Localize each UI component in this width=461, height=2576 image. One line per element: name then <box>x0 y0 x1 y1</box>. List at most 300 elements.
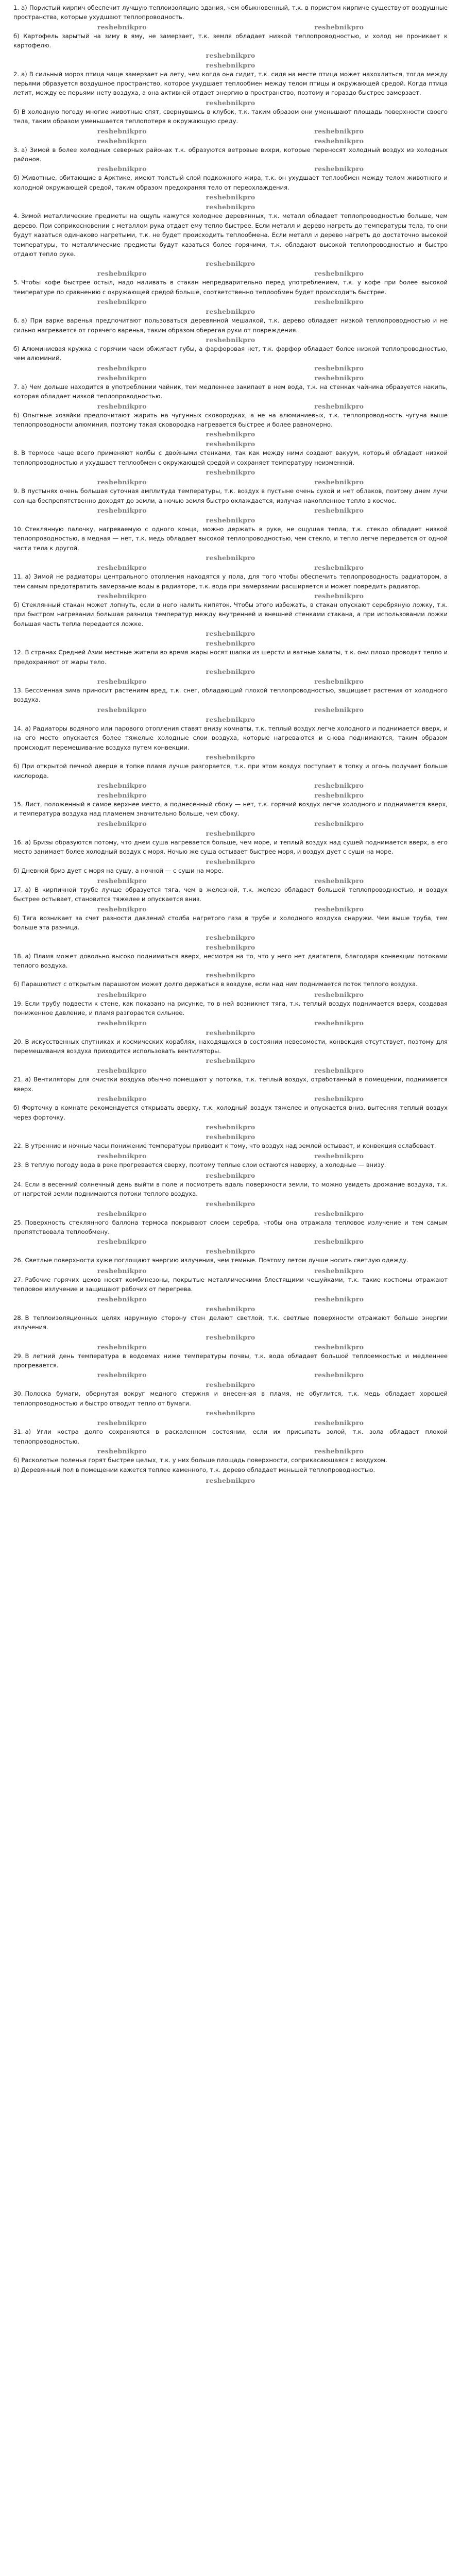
answer-block <box>13 686 448 714</box>
watermark-text: reshebnikpro <box>314 1019 364 1027</box>
watermark-row <box>13 335 448 344</box>
watermark-text: reshebnikpro <box>314 1209 364 1217</box>
watermark-row <box>13 506 448 515</box>
answer-text: Полоска бумаги, обернутая вокруг медного стержня и внесенная в пламя, не обуглится, т.к. медь обладает хорошей теплопроводностью и быстро отводит тепло от бумаги. <box>13 1390 448 1407</box>
answer-number: 27. <box>13 1276 23 1283</box>
answer-text: б) Картофель зарытый на зиму в яму, не замерзает, т.к. земля обладает низкой теплопроводностью, и холод не проникает к картофелю. <box>13 32 448 49</box>
watermark-text: reshebnikpro <box>206 753 255 761</box>
watermark-text: reshebnikpro <box>314 364 364 372</box>
answer-number: 26. <box>13 1257 23 1264</box>
answer-block <box>13 1218 448 1246</box>
answer-text: В пустынях очень большая суточная амплитуда температуры, т.к. воздух в пустыне очень сухой и нет облаков, поэтому днем лучи солнца беспрепятственно доходят до земли, а ночью земля быстро охлаждается, излучая накопленное тепло в космос. <box>13 487 448 504</box>
answer-block <box>13 1275 448 1303</box>
watermark-text: reshebnikpro <box>206 715 255 723</box>
watermark-text: reshebnikpro <box>314 1343 364 1351</box>
answer-paragraph <box>13 1037 448 1056</box>
answer-number: 17. <box>13 886 23 893</box>
watermark-text: reshebnikpro <box>97 364 147 372</box>
watermark-row <box>13 1019 448 1027</box>
answer-paragraph <box>13 1427 448 1446</box>
watermark-text: reshebnikpro <box>97 677 147 686</box>
answer-text: В термосе чаще всего применяют колбы с двойными стенками, так как между ними создают вакуум, который обладает низкой теплопроводностью и ухудшает теплообмен с окружающей средой и сохраняет температуру неизменной. <box>13 449 448 466</box>
answer-text: а) Зимой в более холодных северных районах т.к. образуются ветровые вихри, которые переносят холодный воздух из холодных районов. <box>13 146 448 163</box>
answer-paragraph <box>13 382 448 401</box>
answer-paragraph <box>13 1180 448 1199</box>
watermark-text: reshebnikpro <box>206 98 255 107</box>
watermark-row <box>13 1304 448 1313</box>
answer-paragraph <box>13 1160 448 1170</box>
answer-paragraph <box>13 648 448 667</box>
watermark-row <box>13 1123 448 1131</box>
watermark-text: reshebnikpro <box>206 203 255 211</box>
answer-paragraph <box>13 486 448 505</box>
answer-number: 8. <box>13 449 20 457</box>
watermark-text: reshebnikpro <box>314 1447 364 1455</box>
watermark-row <box>13 1094 448 1103</box>
watermark-row <box>13 943 448 952</box>
watermark-row <box>13 639 448 648</box>
watermark-row <box>13 61 448 70</box>
answer-number: 6. <box>13 317 20 325</box>
answer-number: 2. <box>13 70 20 78</box>
answer-number: 21. <box>13 1076 23 1083</box>
answer-block <box>13 1141 448 1150</box>
answer-block <box>13 572 448 638</box>
answer-text: В утренние и ночные часы понижение температуры приводит к тому, что воздух над землей остывает, и конвекция ослабевает. <box>25 1142 436 1150</box>
watermark-text: reshebnikpro <box>206 943 255 951</box>
watermark-row <box>13 591 448 600</box>
watermark-row <box>13 667 448 676</box>
answer-paragraph <box>13 761 448 781</box>
watermark-row <box>13 829 448 838</box>
answer-paragraph <box>13 866 448 875</box>
watermark-text: reshebnikpro <box>314 402 364 410</box>
watermark-row <box>13 1237 448 1246</box>
watermark-row <box>13 1199 448 1208</box>
answer-paragraph <box>13 278 448 297</box>
watermark-row <box>13 1247 448 1256</box>
answer-block <box>13 382 448 439</box>
answer-text: б) Животные, обитающие в Арктике, имеют толстый слой подкожного жира, т.к. он ухудшает теплообмен между телом животного и холодной окружающей средой, таким образом предохраняя тело от переохлаждения. <box>13 174 448 191</box>
answer-text: Если в весенний солнечный день выйти в поле и посмотреть вдаль поверхности земли, то можно увидеть дрожание воздуха, т.к. от нагретой земли поднимаются потоки теплого воздуха. <box>13 1180 448 1198</box>
watermark-text: reshebnikpro <box>314 23 364 31</box>
watermark-row <box>13 1209 448 1218</box>
watermark-text: reshebnikpro <box>97 1343 147 1351</box>
answer-block <box>13 999 448 1027</box>
answer-text: б) При открытой печной дверце в топке пламя лучше разгорается, т.к. при этом воздух поступает в топку и огонь получает больше кислорода. <box>13 762 448 779</box>
answer-number: 19. <box>13 999 23 1007</box>
watermark-text: reshebnikpro <box>314 1095 364 1103</box>
answer-text: Поверхность стеклянного баллона термоса покрывают слоем серебра, чтобы она отражала тепловое излучение и тем самым препятствовала теплообмену. <box>13 1218 448 1236</box>
watermark-text: reshebnikpro <box>97 1152 147 1160</box>
answer-number: 4. <box>13 212 20 220</box>
watermark-row <box>13 990 448 999</box>
watermark-text: reshebnikpro <box>97 137 147 145</box>
answer-paragraph <box>13 999 448 1018</box>
answer-number: 25. <box>13 1218 23 1226</box>
watermark-text: reshebnikpro <box>314 127 364 135</box>
answer-text: В летний день температура в водоемах ниже температуры почвы, т.к. вода обладает большой теплоемкостью и медленнее прогревается. <box>13 1352 448 1369</box>
watermark-row <box>13 98 448 107</box>
watermark-text: reshebnikpro <box>206 1333 255 1341</box>
watermark-row <box>13 1151 448 1160</box>
watermark-row <box>13 857 448 866</box>
answer-block <box>13 1256 448 1265</box>
watermark-text: reshebnikpro <box>97 1295 147 1303</box>
answer-paragraph <box>13 524 448 553</box>
watermark-text: reshebnikpro <box>314 298 364 306</box>
watermark-text: reshebnikpro <box>206 1304 255 1313</box>
watermark-text: reshebnikpro <box>206 1381 255 1389</box>
watermark-text: reshebnikpro <box>314 1295 364 1303</box>
answer-block <box>13 70 448 135</box>
answer-number: 29. <box>13 1352 23 1360</box>
watermark-row <box>13 127 448 135</box>
answer-paragraph <box>13 1275 448 1294</box>
answer-text: В искусственных спутниках и космических кораблях, находящихся в состоянии невесомости, конвекция отсутствует, поэтому для перемешивания воздуха приходится использовать вентиляторы. <box>13 1038 448 1055</box>
watermark-text: reshebnikpro <box>314 1371 364 1379</box>
watermark-row <box>13 1409 448 1417</box>
watermark-text: reshebnikpro <box>97 1238 147 1246</box>
watermark-text: reshebnikpro <box>97 506 147 514</box>
answer-paragraph <box>13 3 448 22</box>
answer-paragraph <box>13 1256 448 1265</box>
watermark-text: reshebnikpro <box>206 1057 255 1065</box>
answer-paragraph <box>13 70 448 98</box>
answer-block <box>13 3 448 60</box>
watermark-row <box>13 430 448 438</box>
watermark-text: reshebnikpro <box>206 668 255 676</box>
answer-paragraph <box>13 800 448 819</box>
answer-paragraph <box>13 31 448 50</box>
watermark-row <box>13 23 448 31</box>
answer-text: Светлые поверхности хуже поглощают энергию излучения, чем темные. Поэтому летом лучше носить светлую одежду. <box>25 1257 408 1264</box>
answer-paragraph <box>13 211 448 259</box>
answer-block <box>13 1427 448 1475</box>
watermark-text: reshebnikpro <box>206 1171 255 1179</box>
answer-number: 20. <box>13 1038 23 1045</box>
answer-paragraph <box>13 1313 448 1332</box>
answer-paragraph <box>13 411 448 430</box>
answer-paragraph <box>13 145 448 164</box>
answer-text: б) Тяга возникает за счет разности давлений столба нагретого газа в трубе и холодного воздуха снаружи. Чем выше труба, тем больше эта разница. <box>13 914 448 931</box>
answer-paragraph <box>13 838 448 857</box>
answer-paragraph <box>13 1103 448 1122</box>
answer-paragraph <box>13 1218 448 1237</box>
watermark-row <box>13 781 448 790</box>
answer-number: 22. <box>13 1142 23 1150</box>
answer-text: а) Пористый кирпич обеспечит лучшую теплоизоляцию здания, чем обыкновенный, т.к. в пористом кирпиче существуют воздушные пространства, которые ухудшают теплопроводность. <box>13 4 448 21</box>
watermark-row <box>13 1476 448 1485</box>
watermark-text: reshebnikpro <box>314 876 364 885</box>
watermark-row <box>13 1028 448 1037</box>
watermark-text: reshebnikpro <box>206 51 255 59</box>
watermark-row <box>13 364 448 372</box>
answer-text: в) Деревянный пол в помещении кажется теплее каменного, т.к. дерево обладает меньшей теплопроводностью. <box>13 1466 375 1474</box>
watermark-row <box>13 51 448 60</box>
watermark-row <box>13 1380 448 1389</box>
answer-number: 31. <box>13 1428 23 1436</box>
answer-number: 23. <box>13 1161 23 1169</box>
answer-number: 12. <box>13 649 23 656</box>
watermark-text: reshebnikpro <box>206 516 255 524</box>
watermark-row <box>13 819 448 828</box>
answer-paragraph <box>13 344 448 363</box>
watermark-text: reshebnikpro <box>97 127 147 135</box>
watermark-text: reshebnikpro <box>97 905 147 913</box>
watermark-text: reshebnikpro <box>206 857 255 866</box>
watermark-text: reshebnikpro <box>314 990 364 998</box>
watermark-row <box>13 753 448 761</box>
watermark-text: reshebnikpro <box>206 1199 255 1208</box>
answer-text: Лист, положенный в самое верхнее место, а поднесенный сбоку — нет, т.к. горячий воздух легче холодного и поднимается вверх, и температура воздуха над пламенем значительно больше, чем сбоку. <box>13 800 448 818</box>
answer-text: Зимой металлические предметы на ощупь кажутся холоднее деревянных, т.к. металл обладает теплопроводностью больше, чем дерево. При соприкосновении с металлом рука отдает ему тепло быстрее. Если металл и дерево нагреть до температуры тела, то они будут казаться одинаково нагретыми, т.к. не будет происходить теплообмена. Если металл и дерево нагреть до достаточно высокой температуры, то металлические предметы будут казаться более горячими, т.к. обладают высокой теплопроводностью и быстро отдают тепло руке. <box>13 212 448 258</box>
watermark-row <box>13 1333 448 1342</box>
watermark-row <box>13 1343 448 1351</box>
watermark-row <box>13 164 448 173</box>
watermark-text: reshebnikpro <box>206 630 255 638</box>
answer-paragraph <box>13 724 448 752</box>
answer-number: 11. <box>13 573 23 581</box>
watermark-text: reshebnikpro <box>97 402 147 410</box>
watermark-row <box>13 1295 448 1303</box>
watermark-text: reshebnikpro <box>97 298 147 306</box>
watermark-row <box>13 1056 448 1065</box>
watermark-text: reshebnikpro <box>314 564 364 572</box>
answer-paragraph <box>13 1141 448 1150</box>
watermark-row <box>13 971 448 979</box>
watermark-text: reshebnikpro <box>206 1476 255 1484</box>
answer-number: 16. <box>13 838 23 846</box>
watermark-text: reshebnikpro <box>97 478 147 486</box>
watermark-text: reshebnikpro <box>97 165 147 173</box>
answer-block <box>13 1313 448 1342</box>
watermark-row <box>13 439 448 448</box>
answer-block <box>13 1075 448 1131</box>
watermark-text: reshebnikpro <box>206 1133 255 1141</box>
answer-text: Чтобы кофе быстрее остыл, надо наливать в стакан непредварительно перед употреблением, т.к. у кофе при более высокой температуре по сравнению с окружающей средой больше, соответственно теплообмен будет происходить быстрее. <box>13 279 448 296</box>
watermark-text: reshebnikpro <box>97 819 147 827</box>
answer-block <box>13 448 448 477</box>
answer-text: а) Угли костра долго сохраняются в раскаленном состоянии, если их присыпать золой, т.к. зола обладает плохой теплопроводностью. <box>13 1428 448 1445</box>
watermark-row <box>13 1418 448 1427</box>
watermark-text: reshebnikpro <box>314 1066 364 1075</box>
watermark-text: reshebnikpro <box>206 554 255 562</box>
watermark-text: reshebnikpro <box>97 1066 147 1075</box>
watermark-text: reshebnikpro <box>97 592 147 600</box>
answer-paragraph <box>13 1351 448 1370</box>
watermark-row <box>13 563 448 572</box>
answer-text: Если трубу подвести к стене, как показано на рисунке, то в ней возникнет тяга, т.к. теплый воздух поднимается вверх, создавая пониженное давление, и пламя разгорается сильнее. <box>13 999 448 1017</box>
watermark-row <box>13 193 448 201</box>
watermark-text: reshebnikpro <box>97 791 147 799</box>
watermark-text: reshebnikpro <box>314 137 364 145</box>
watermark-row <box>13 259 448 268</box>
answer-paragraph <box>13 316 448 335</box>
answer-paragraph <box>13 1075 448 1094</box>
answer-block <box>13 1351 448 1380</box>
answer-paragraph <box>13 1465 448 1475</box>
watermark-text: reshebnikpro <box>206 829 255 837</box>
answer-paragraph <box>13 107 448 126</box>
watermark-text: reshebnikpro <box>314 478 364 486</box>
answer-text: а) В кирпичной трубе лучше образуется тяга, чем в железной, т.к. железо обладает большей теплопроводностью, и воздух быстрее остывает, становится тяжелее и опускается вниз. <box>13 886 448 903</box>
answer-paragraph <box>13 600 448 629</box>
answer-block <box>13 1160 448 1170</box>
watermark-row <box>13 715 448 724</box>
watermark-text: reshebnikpro <box>206 1409 255 1417</box>
watermark-row <box>13 933 448 942</box>
answer-block <box>13 800 448 828</box>
watermark-text: reshebnikpro <box>97 876 147 885</box>
watermark-text: reshebnikpro <box>314 506 364 514</box>
answer-block <box>13 1037 448 1065</box>
watermark-row <box>13 374 448 382</box>
answer-text: а) Вентиляторы для очистки воздуха обычно помещают у потолка, т.к. теплый воздух, отработанный в помещении, поднимается вверх. <box>13 1076 448 1093</box>
answer-number: 5. <box>13 279 20 286</box>
answer-text: а) Зимой не радиаторы центрального отопления находятся у пола, для того чтобы обеспечить теплопроводность радиатором, а тем самым предотвратить замерзание воды в радиаторе, т.к. вода при замерзании расширяется и может повредить радиатор. <box>13 573 448 590</box>
watermark-row <box>13 1132 448 1141</box>
watermark-row <box>13 1066 448 1075</box>
answer-text: б) Парашютист с открытым парашютом может долго держаться в воздухе, если над ним поднимается поток теплого воздуха. <box>13 980 418 988</box>
watermark-text: reshebnikpro <box>314 1238 364 1246</box>
answer-paragraph <box>13 572 448 591</box>
watermark-text: reshebnikpro <box>97 1419 147 1427</box>
watermark-text: reshebnikpro <box>206 639 255 648</box>
watermark-text: reshebnikpro <box>314 374 364 382</box>
watermark-text: reshebnikpro <box>206 933 255 941</box>
answer-block <box>13 1180 448 1208</box>
watermark-text: reshebnikpro <box>97 1266 147 1275</box>
watermark-text: reshebnikpro <box>314 1266 364 1275</box>
watermark-row <box>13 553 448 562</box>
answer-text: а) Пламя может довольно высоко подниматься вверх, несмотря на то, что у него нет двигателя, благодаря конвекции потоками теплого воздуха. <box>13 952 448 969</box>
watermark-row <box>13 1266 448 1275</box>
watermark-text: reshebnikpro <box>206 430 255 438</box>
answer-text: б) Опытные хозяйки предпочитают жарить на чугунных сковородках, а не на алюминиевых, т.к. теплопроводность чугуна выше теплопроводности алюминия, поэтому такая сковородка нагревается быстрее и более равномерно. <box>13 411 448 428</box>
watermark-text: reshebnikpro <box>97 23 147 31</box>
answer-text: а) Чем дольше находится в употреблении чайник, тем медленнее закипает в нем вода, т.к. на стенках чайника образуется накипь, которая обладает низкой теплопроводностью. <box>13 383 448 400</box>
watermark-text: reshebnikpro <box>314 269 364 278</box>
watermark-text: reshebnikpro <box>314 1152 364 1160</box>
watermark-text: reshebnikpro <box>97 705 147 714</box>
watermark-text: reshebnikpro <box>206 1247 255 1256</box>
answer-paragraph <box>13 173 448 192</box>
answer-number: 9. <box>13 487 20 495</box>
answer-text: б) Алюминиевая кружка с горячим чаем обжигает губы, а фарфоровая нет, т.к. фарфор обладает более низкой теплопроводностью, чем алюминий. <box>13 345 448 362</box>
answer-text: б) Форточку в комнате рекомендуется открывать вверху, т.к. холодный воздух тяжелее и опускается вниз, вытесняя теплый воздух через форточку. <box>13 1104 448 1121</box>
answer-text: Стеклянную палочку, нагреваемую с одного конца, можно держать в руке, не ощущая тепла, т.к. стекло обладает низкой теплопроводностью, а медная — нет, т.к. медь обладает высокой теплопроводностью, чем стекло, и тепло легче передается от одной части тела к другой. <box>13 526 448 552</box>
watermark-row <box>13 478 448 486</box>
watermark-row <box>13 677 448 686</box>
watermark-text: reshebnikpro <box>97 1209 147 1217</box>
watermark-row <box>13 516 448 524</box>
answer-text: а) Бризы образуются потому, что днем суша нагревается больше, чем море, и теплый воздух над сушей поднимается вверх, а его место занимает более холодный воздух с моря. Ночью же суша остывает быстрее моря, и воздух дует с суши на море. <box>13 838 448 856</box>
answer-text: б) В холодную погоду многие животные спят, свернувшись в клубок, т.к. таким образом они уменьшают площадь поверхности своего тела, таким образом уменьшается теплопотеря в окружающую среду. <box>13 108 448 125</box>
watermark-text: reshebnikpro <box>97 269 147 278</box>
watermark-row <box>13 876 448 885</box>
answer-text: В теплую погоду вода в реке прогревается сверху, поэтому теплые слои остаются наверху, а холодные — внизу. <box>25 1161 386 1169</box>
watermark-text: reshebnikpro <box>97 1447 147 1455</box>
watermark-row <box>13 791 448 800</box>
answer-paragraph <box>13 1455 448 1465</box>
watermark-text: reshebnikpro <box>206 1123 255 1131</box>
answer-number: 14. <box>13 724 23 732</box>
watermark-text: reshebnikpro <box>206 468 255 477</box>
answer-paragraph <box>13 686 448 705</box>
watermark-text: reshebnikpro <box>97 990 147 998</box>
answer-block <box>13 145 448 202</box>
watermark-text: reshebnikpro <box>314 781 364 789</box>
answer-text: а) В сильный мороз птица чаще замерзает на лету, чем когда она сидит, т.к. сидя на месте птица может нахохлиться, тогда между перьями образуется воздушное пространство, которое ухудшает теплообмен между телом птицы и окружающей средой. Когда птица летит, между ее перьями нету воздуха, а она активней отдает энергию в пространство, поэтому и гораздо быстрее замерзает. <box>13 70 448 97</box>
answer-number: 13. <box>13 687 23 694</box>
watermark-text: reshebnikpro <box>206 440 255 448</box>
watermark-text: reshebnikpro <box>97 1095 147 1103</box>
answer-text: б) Стеклянный стакан может лопнуть, если в него налить кипяток. Чтобы этого избежать, в стакан опускают серебряную ложку, т.к. при быстром нагревании большая разница температур между внутренней и внешней стенками стакана, а при использовании ложки большая часть тепла передается ложке. <box>13 601 448 628</box>
watermark-text: reshebnikpro <box>206 193 255 201</box>
answer-block <box>13 211 448 268</box>
answer-paragraph <box>13 885 448 904</box>
watermark-text: reshebnikpro <box>314 905 364 913</box>
watermark-text: reshebnikpro <box>314 677 364 686</box>
watermark-text: reshebnikpro <box>97 564 147 572</box>
answer-paragraph <box>13 1389 448 1408</box>
answer-text: Рабочие горячих цехов носят комбинезоны, покрытые металлическими блестящими чешуйками, т.к. такие костюмы отражают тепловое излучение и защищают рабочих от перегрева. <box>13 1276 448 1293</box>
watermark-text: reshebnikpro <box>314 165 364 173</box>
answer-block <box>13 1389 448 1417</box>
watermark-text: reshebnikpro <box>314 705 364 714</box>
watermark-row <box>13 629 448 638</box>
answer-paragraph <box>13 913 448 933</box>
answer-text: Бессменная зима приносит растениям вред, т.к. снег, обладающий плохой теплопроводностью, защищает растения от холодного воздуха. <box>13 687 448 704</box>
watermark-row <box>13 137 448 145</box>
watermark-text: reshebnikpro <box>314 791 364 799</box>
watermark-row <box>13 297 448 306</box>
answer-text: а) Радиаторы водяного или парового отопления ставят внизу комнаты, т.к. теплый воздух легче холодного и поднимается вверх, и на его место опускается более тяжелые холодные слои воздуха, которые нагреваются и снова поднимаются, таким образом происходит перемешивание воздуха путем конвекции. <box>13 724 448 751</box>
answer-text: б) Дневной бриз дует с моря на сушу, а ночной — с суши на море. <box>13 867 224 874</box>
watermark-row <box>13 202 448 211</box>
answer-number: 3. <box>13 146 20 154</box>
answer-text: а) При варке варенья предпочитают пользоваться деревянной мешалкой, т.к. дерево обладает низкой теплопроводностью и не сильно нагревается от горячего варенья, таким образом оберегая руки от повреждения. <box>13 317 448 334</box>
answer-paragraph <box>13 979 448 989</box>
watermark-text: reshebnikpro <box>206 1028 255 1037</box>
watermark-text: reshebnikpro <box>206 971 255 979</box>
watermark-text: reshebnikpro <box>206 260 255 268</box>
answer-block <box>13 648 448 676</box>
watermark-row <box>13 905 448 913</box>
watermark-row <box>13 269 448 278</box>
answer-text: В странах Средней Азии местные жители во время жары носят шапки из шерсти и ватные халаты, т.к. они плохо проводят тепло и предохраняют от жары тело. <box>13 649 448 666</box>
answer-number: 1. <box>13 4 20 11</box>
answer-text: В теплоизоляционных целях наружную сторону стен делают светлой, т.к. светлые поверхности отражают больше энергии излучения. <box>13 1314 448 1331</box>
watermark-text: reshebnikpro <box>206 61 255 69</box>
answer-block <box>13 724 448 790</box>
watermark-row <box>13 1370 448 1379</box>
watermark-row <box>13 468 448 477</box>
answer-block <box>13 486 448 515</box>
answer-block <box>13 278 448 306</box>
watermark-text: reshebnikpro <box>97 1371 147 1379</box>
watermark-text: reshebnikpro <box>97 1019 147 1027</box>
watermark-text: reshebnikpro <box>314 1419 364 1427</box>
watermark-row <box>13 1447 448 1455</box>
watermark-row <box>13 307 448 316</box>
watermark-text: reshebnikpro <box>314 819 364 827</box>
answer-block <box>13 316 448 372</box>
answer-block <box>13 952 448 989</box>
watermark-text: reshebnikpro <box>206 335 255 344</box>
watermark-row <box>13 402 448 411</box>
